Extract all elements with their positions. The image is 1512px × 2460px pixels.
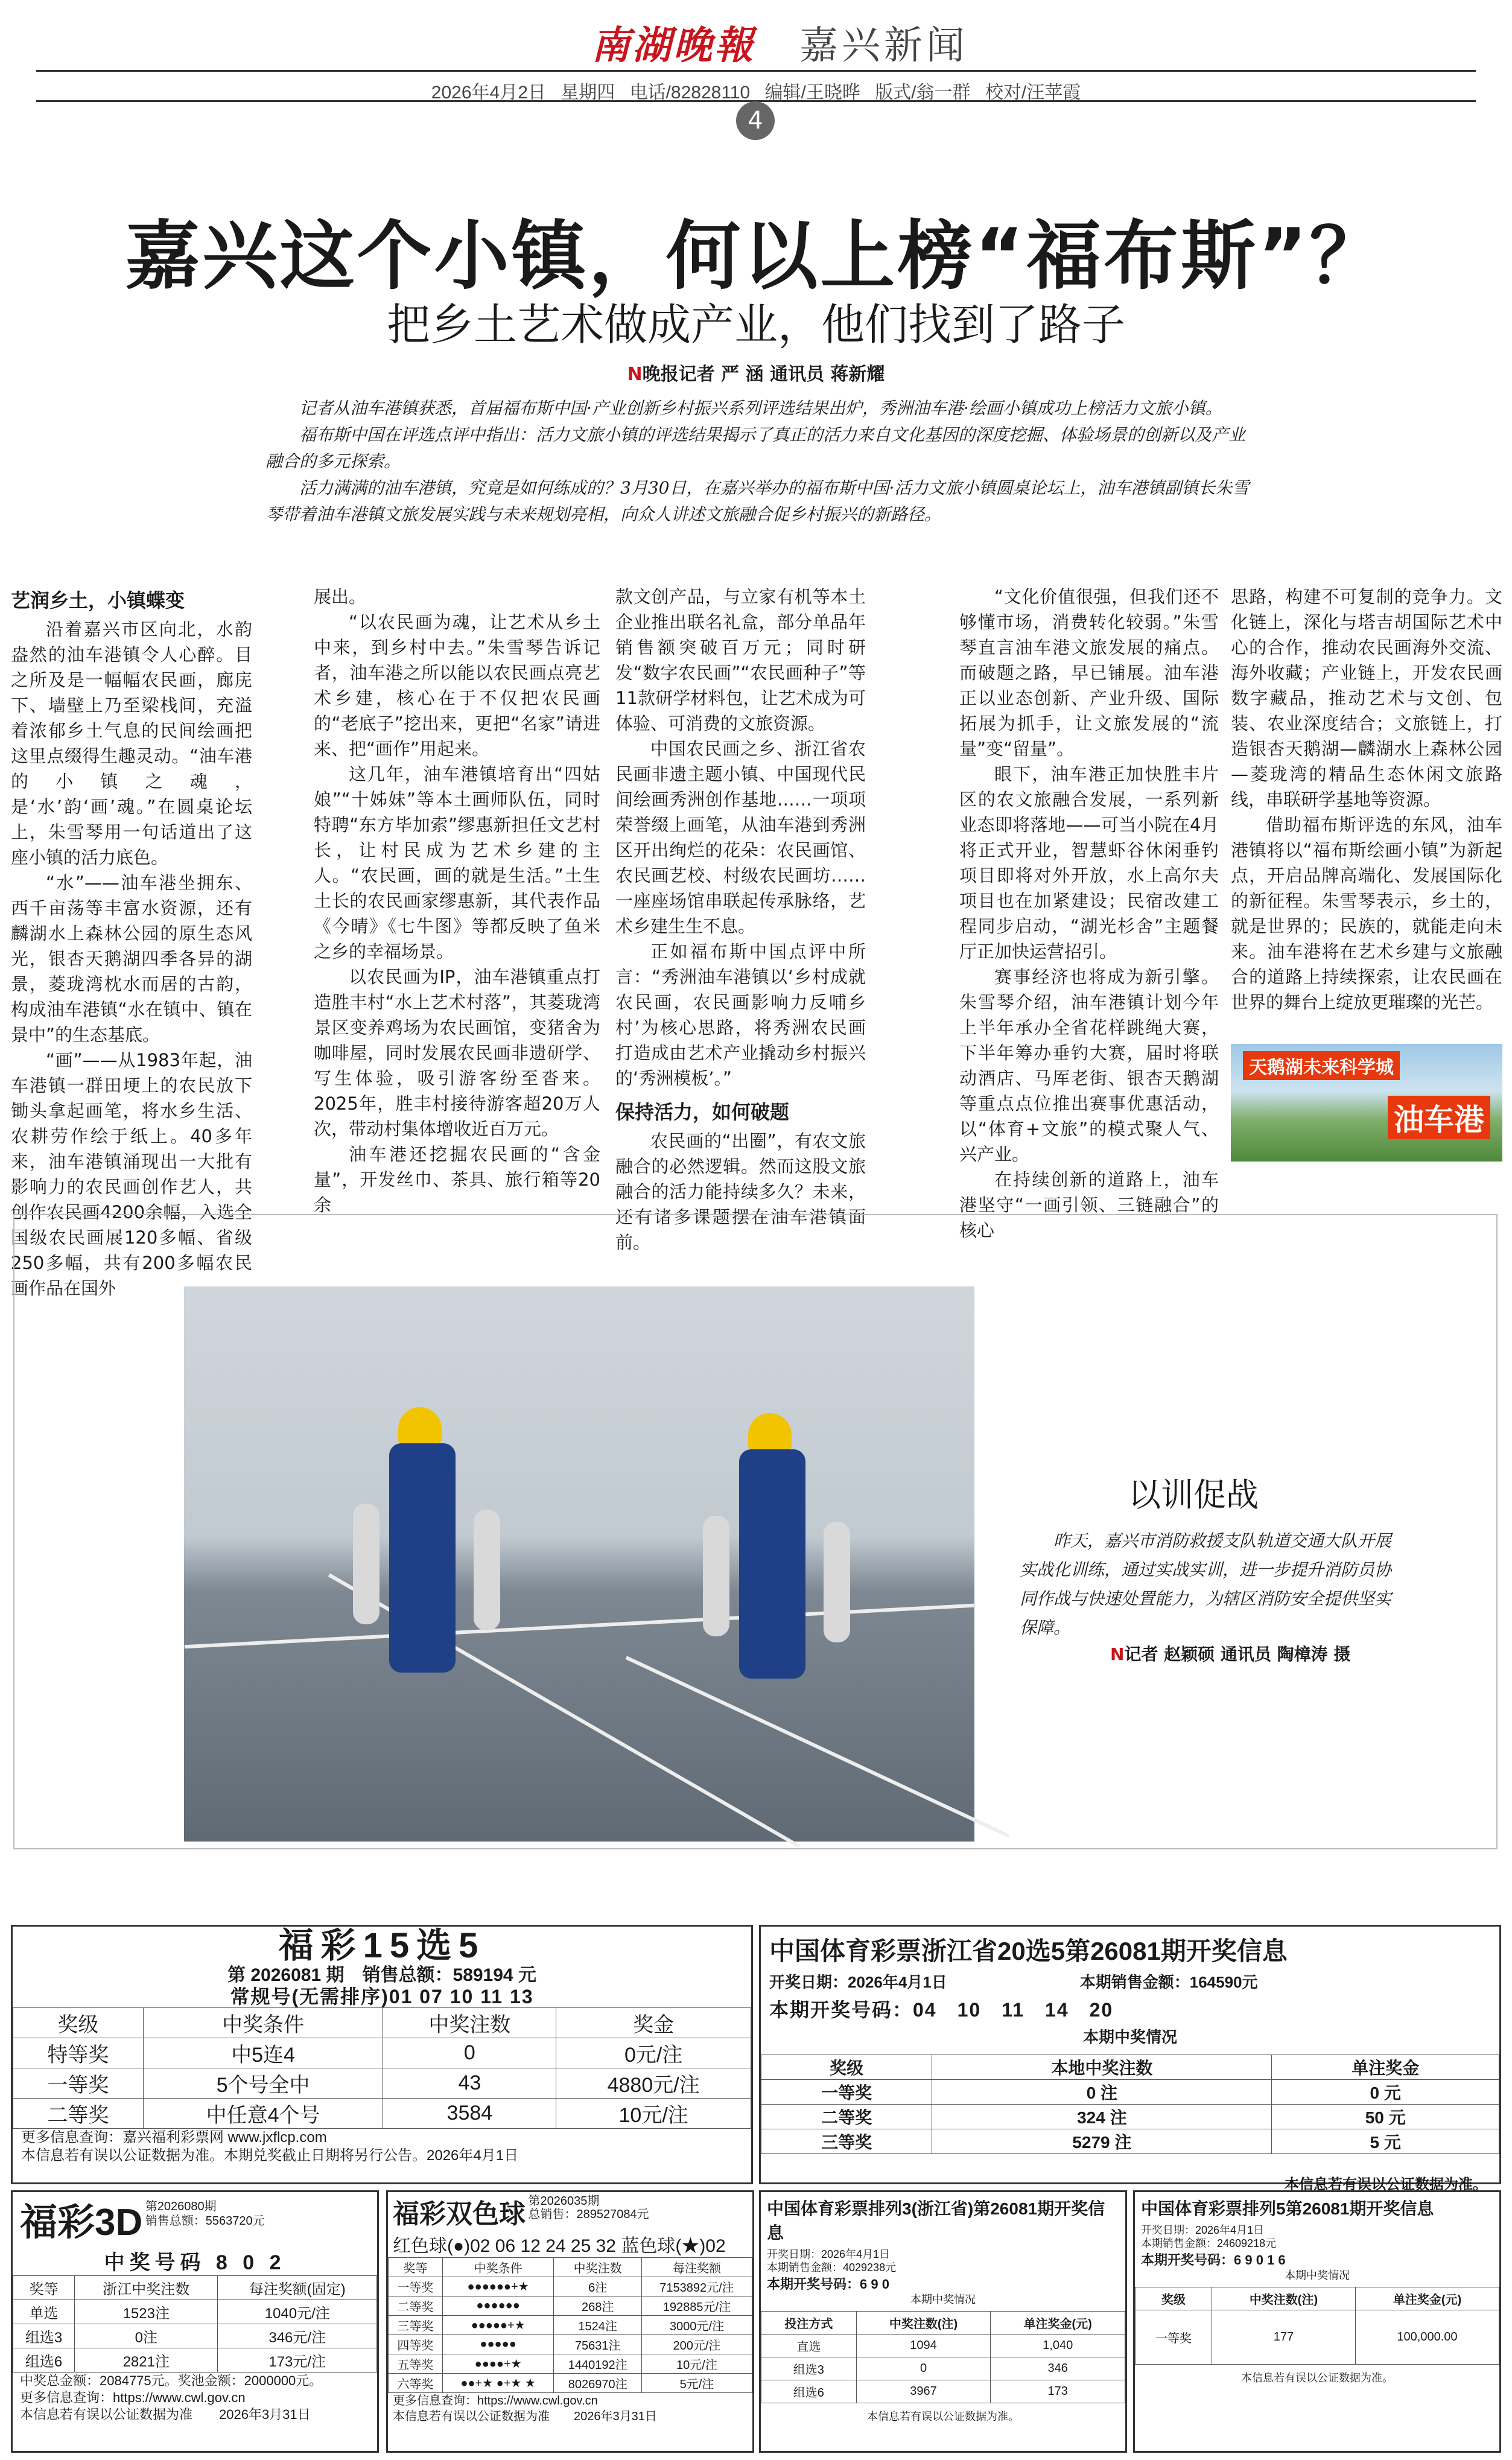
- table-cell: 0 元: [1272, 2080, 1499, 2105]
- lead-paragraph: 记者从油车港镇获悉，首届福布斯中国·产业创新乡村振兴系列评选结果出炉，秀洲油车港·绘画小镇成功上榜活力文旅小镇。: [299, 398, 1222, 418]
- lottery-numbers: 红色球(●)02 06 12 24 25 32 蓝色球(★)02: [393, 2236, 726, 2256]
- table-cell: ●●●●●: [442, 2335, 554, 2354]
- body-paragraph: 沿着嘉兴市区向北，水韵盎然的油车港镇令人心醉。目之所及是一幅幅农民画，廊庑下、墙壁上乃至梁栈间，充溢着浓郁乡土气息的民间绘画把这里点缀得生趣灵动。“油车港的小镇之魂，是‘水’韵‘画’魂。”在圆桌论坛上，朱雪琴用一句话道出了这座小镇的活力底色。: [11, 619, 252, 868]
- table-header: 中奖注数: [383, 2008, 556, 2038]
- table-cell: 0: [383, 2038, 556, 2068]
- table-header: 奖级: [761, 2055, 932, 2080]
- table-cell: 直选: [761, 2334, 857, 2357]
- promo-line-2: 油车港: [1388, 1096, 1490, 1139]
- uniform: [389, 1443, 456, 1673]
- table-cell: 二等奖: [389, 2296, 443, 2316]
- table-header: 奖金: [556, 2008, 751, 2038]
- table-cell: 5元/注: [641, 2374, 752, 2393]
- photo-caption: 昨天，嘉兴市消防救援支队轨道交通大队开展实战化训练，通过实战实训，进一步提升消防员协同作战与快速处置能力，为辖区消防安全提供坚实保障。: [1020, 1531, 1392, 1638]
- promo-line-1: 天鹅湖未来科学城: [1243, 1051, 1400, 1080]
- phone: 电话/82828110: [629, 83, 751, 103]
- table-cell: 173: [991, 2380, 1125, 2403]
- lottery-title: 福彩3D: [20, 2202, 143, 2243]
- table-cell: 0: [856, 2357, 991, 2380]
- body-paragraph: 油车港还挖掘农民画的“含金量”，开发丝巾、茶具、旅行箱等20余: [314, 1144, 600, 1215]
- prize-table: [13, 2275, 377, 2373]
- draw-date: 开奖日期：2026年4月1日: [1141, 2224, 1265, 2236]
- table-row: [761, 2129, 1499, 2154]
- firefighter-figure: [365, 1407, 486, 1709]
- hose-roll: [474, 1510, 500, 1630]
- lottery-numbers: 本期开奖号码：6 9 0 1 6: [1141, 2252, 1286, 2268]
- photo-credit: [1110, 1641, 1350, 1665]
- table-cell: 0 注: [932, 2080, 1272, 2105]
- draw-date: 开奖日期：2026年4月1日: [767, 2248, 891, 2260]
- lead-paragraph: 活力满满的油车港镇，究竟是如何练成的？3月30日，在嘉兴举办的福布斯中国·活力文旅小镇圆桌论坛上，油车港镇副镇长朱雪琴带着油车港镇文旅发展实践与未来规划亮相，向众人讲述文旅融合促乡村振兴的新路径。: [265, 478, 1250, 524]
- table-header: 单注奖金(元): [991, 2312, 1125, 2334]
- lottery-subtitle: 本期中奖情况: [910, 2293, 976, 2306]
- table-cell: 一等奖: [389, 2277, 443, 2296]
- table-cell: ●●●●+★: [442, 2354, 554, 2374]
- table-cell: 一等奖: [13, 2068, 144, 2099]
- section-heading: 艺润乡土，小镇蝶变: [11, 589, 185, 612]
- table-cell: 5279 注: [932, 2129, 1272, 2154]
- lottery-title: 中国体育彩票浙江省20选5第26081期开奖信息: [769, 1937, 1288, 1965]
- table-row: [389, 2374, 752, 2393]
- table-cell: 三等奖: [389, 2316, 443, 2335]
- body-paragraph: 展出。: [314, 586, 367, 607]
- table-row: [1136, 2310, 1499, 2365]
- table-row: [761, 2105, 1499, 2129]
- masthead: [36, 10, 1476, 103]
- table-cell: 43: [383, 2068, 556, 2099]
- table-cell: 5 元: [1272, 2129, 1499, 2154]
- sales-amount: 本期销售金额：164590元: [1079, 1973, 1258, 1991]
- table-cell: 二等奖: [761, 2105, 932, 2129]
- table-cell: 中5连4: [143, 2038, 383, 2068]
- table-row: [389, 2277, 752, 2296]
- table-header: 中奖注数: [554, 2258, 641, 2277]
- table-header: 奖级: [13, 2008, 144, 2038]
- lottery-subtitle: 本期中奖情况: [1285, 2269, 1350, 2281]
- n-logo-icon: N: [1110, 1644, 1125, 1664]
- table-cell: 1094: [856, 2334, 991, 2357]
- newspaper-logo: 南湖晚報: [591, 23, 755, 68]
- body-paragraph: “文化价值很强，但我们还不够懂市场，消费转化较弱。”朱雪琴直言油车港文旅发展的痛点。而破题之路，早已铺展。油车港正以业态创新、产业升级、国际拓展为抓手，让文旅发展的“流量”变“留量”。: [959, 586, 1219, 759]
- table-cell: 177: [1212, 2310, 1355, 2365]
- table-header: 投注方式: [761, 2312, 857, 2334]
- table-cell: 324 注: [932, 2105, 1272, 2129]
- table-header: 奖级: [1136, 2287, 1212, 2310]
- table-cell: 3967: [856, 2380, 991, 2403]
- lottery-note: 更多信息查询：https://www.cwl.gov.cn: [393, 2394, 598, 2408]
- article-column-5: [1231, 584, 1502, 1015]
- table-header: 每注奖额(固定): [218, 2276, 377, 2300]
- table-header: 中奖注数(注): [1212, 2287, 1355, 2310]
- table-header: 浙江中奖注数: [75, 2276, 218, 2300]
- table-header: 奖等: [389, 2258, 443, 2277]
- lead-paragraphs: [265, 395, 1255, 528]
- table-cell: 二等奖: [13, 2099, 144, 2129]
- lottery-numbers: 中奖号码 8 0 2: [104, 2251, 286, 2274]
- table-cell: 192885元/注: [641, 2296, 752, 2316]
- table-cell: 中任意4个号: [143, 2099, 383, 2129]
- lottery-title: 福彩15选5: [278, 1926, 486, 1965]
- byline-text: 晚报记者 严 涵 通讯员 蒋新耀: [642, 364, 885, 385]
- body-paragraph: “画”——从1983年起，油车港镇一群田埂上的农民放下锄头拿起画笔，将水乡生活、农耕劳作绘于纸上。40多年来，油车港镇涌现出一大批有影响力的农民画创作艺人，共创作农民画4200余幅，入选全国级农民画展120多幅、省级250多幅，共有200多幅农民画作品在国外: [11, 1050, 252, 1298]
- firefighter-figure: [709, 1413, 842, 1715]
- article-column-3: [615, 584, 866, 1255]
- table-cell: 3584: [383, 2099, 556, 2129]
- lottery-numbers: 常规号(无需排序)01 07 10 11 13: [230, 1986, 534, 2007]
- table-row: [761, 2080, 1499, 2105]
- table-row: [389, 2316, 752, 2335]
- table-header: 单注奖金(元): [1355, 2287, 1499, 2310]
- lottery-3d: [11, 2190, 379, 2453]
- issue-weekday: 星期四: [561, 83, 615, 103]
- table-cell: 6注: [554, 2277, 641, 2296]
- photo-title: 以训促战: [1128, 1476, 1259, 1514]
- draw-date: 开奖日期：2026年4月1日: [769, 1973, 947, 1991]
- body-paragraph: “水”——油车港坐拥东、西千亩荡等丰富水资源，还有麟湖水上森林公园的原生态风光，银杏天鹅湖四季各异的湖景，菱珑湾枕水而居的古韵，构成油车港镇“水在镇中、镇在景中”的生态基底。: [11, 872, 252, 1045]
- body-paragraph: 款文创产品，与立家有机等本土企业推出联名礼盒，部分单品年销售额突破百万元；同时研发“数字农民画”“农民画种子”等11款研学材料包，让艺术成为可体验、可消费的文旅资源。: [615, 586, 866, 734]
- body-paragraph: 中国农民画之乡、浙江省农民画非遗主题小镇、中国现代民间绘画秀洲创作基地……一项项荣誉缀上画笔，从油车港到秀洲区开出绚烂的花朵：农民画馆、农民画艺校、村级农民画坊……一座座场馆串联起传承脉络，艺术乡建生生不息。: [615, 739, 866, 936]
- table-cell: ●●●●●●+★: [442, 2277, 554, 2296]
- lottery-meta: 第 2026081 期 销售总额：589194 元: [227, 1965, 536, 1985]
- helmet-icon: [748, 1413, 792, 1449]
- lottery-numbers: 本期开奖号码：6 9 0: [767, 2277, 889, 2292]
- table-cell: 7153892元/注: [641, 2277, 752, 2296]
- table-cell: 三等奖: [761, 2129, 932, 2154]
- sales-amount: 本期销售金额：4029238元: [767, 2261, 897, 2274]
- section-title: 嘉兴新闻: [799, 24, 968, 68]
- sales-amount: 销售总额：5563720元: [145, 2214, 265, 2228]
- body-paragraph: 以农民画为IP，油车港镇重点打造胜丰村“水上艺术村落”，其菱珑湾景区变养鸡场为农民画馆，变猪舍为咖啡屋，同时发展农民画非遗研学、写生体验，吸引游客纷至沓来。2025年，胜丰村接待游客超20万人次，带动村集体增收近百万元。: [314, 967, 600, 1139]
- table-cell: 组选6: [761, 2380, 857, 2403]
- sales-amount: 本期销售金额：24609218元: [1141, 2237, 1277, 2249]
- table-cell: 268注: [554, 2296, 641, 2316]
- lottery-note: 本信息若有误以公证数据为准。本期兑奖截止日期将另行公告。2026年4月1日: [21, 2147, 519, 2164]
- lottery-note: 本信息若有误以公证数据为准。: [1241, 2372, 1393, 2384]
- body-paragraph: 正如福布斯中国点评中所言：“秀洲油车港镇以‘乡村成就农民画，农民画影响力反哺乡村’为核心思路，将秀洲农民画打造成由艺术产业撬动乡村振兴的‘秀洲模板’。”: [615, 941, 866, 1089]
- proof-credit: 校对/汪苹霞: [985, 83, 1081, 103]
- table-cell: 346元/注: [218, 2324, 377, 2348]
- table-cell: ●●+★ ●+★ ★: [442, 2374, 554, 2393]
- table-header: 中奖注数(注): [856, 2312, 991, 2334]
- table-row: [389, 2335, 752, 2354]
- table-row: [13, 2348, 377, 2373]
- body-paragraph: 在持续创新的道路上，油车港坚守“一画引领、三链融合”的核心: [959, 1169, 1219, 1241]
- prize-table: [1135, 2287, 1499, 2365]
- table-cell: 5个号全中: [143, 2068, 383, 2099]
- table-row: [389, 2296, 752, 2316]
- body-paragraph: 农民画的“出圈”，有农文旅融合的必然逻辑。然而这股文旅融合的活力能持续多久？未来，还有诸多课题摆在油车港镇面前。: [615, 1131, 866, 1253]
- table-cell: 1440192注: [554, 2354, 641, 2374]
- table-header: 中奖条件: [442, 2258, 554, 2277]
- lottery-p5: [1133, 2190, 1501, 2453]
- table-header: 单注奖金: [1272, 2055, 1499, 2080]
- lottery-meta: [761, 1968, 1499, 1995]
- table-cell: 173元/注: [218, 2348, 377, 2373]
- page-number: 4: [736, 101, 775, 140]
- body-paragraph: 赛事经济也将成为新引擎。朱雪琴介绍，油车港镇计划今年上半年承办全省花样跳绳大赛，下半年筹办垂钓大赛，届时将联动酒店、马厍老街、银杏天鹅湖等重点点位推出赛事优惠活动，以“体育+文旅”的模式聚人气、兴产业。: [959, 967, 1219, 1165]
- lottery-meta: [145, 2192, 265, 2228]
- table-cell: 一等奖: [1136, 2310, 1212, 2365]
- table-cell: 1524注: [554, 2316, 641, 2335]
- body-paragraph: 这几年，油车港镇培育出“四姑娘”“十姊妹”等本土画师队伍，同时特聘“东方毕加索”缪惠新担任文艺村长，让村民成为艺术乡建的主人。“农民画，画的就是生活。”土生土长的农民画家缪惠新，其代表作品《今晴》《七牛图》等都反映了鱼米之乡的幸福场景。: [314, 764, 600, 962]
- table-row: [761, 2380, 1125, 2403]
- hose-roll: [353, 1504, 380, 1624]
- table-row: [13, 2324, 377, 2348]
- table-cell: 3000元/注: [641, 2316, 752, 2335]
- table-cell: 0元/注: [556, 2038, 751, 2068]
- table-cell: 100,000.00: [1355, 2310, 1499, 2365]
- hose-roll: [824, 1522, 850, 1642]
- lottery-note: 本信息若有误以公证数据为准 2026年3月31日: [393, 2410, 657, 2423]
- subheadline: 把乡土艺术做成产业，他们找到了路子: [386, 299, 1125, 350]
- table-row: [13, 2099, 751, 2129]
- lottery-numbers: 本期开奖号码：04 10 11 14 20: [769, 1999, 1114, 2021]
- table-header: 本地中奖注数: [932, 2055, 1272, 2080]
- table-cell: 2821注: [75, 2348, 218, 2373]
- lottery-note: 中奖总金额：2084775元。奖池金额：2000000元。: [20, 2373, 323, 2388]
- table-row: [761, 2334, 1125, 2357]
- prize-table: [761, 2311, 1125, 2403]
- body-paragraph: 眼下，油车港正加快胜丰片区的农文旅融合发展，一系列新业态即将落地——可当小院在4月将正式开业，智慧虾谷休闲垂钓项目即将对外开放，水上高尔夫项目也在加紧建设；民宿改建工程同步启动，“湖光杉舍”主题餐厅正加快运营招引。: [959, 764, 1219, 962]
- body-paragraph: 思路，构建不可复制的竞争力。文化链上，深化与塔吉胡国际艺术中心的合作，推动农民画海外交流、海外收藏；产业链上，开发农民画数字藏品，推动艺术与文创、包装、农业深度结合；文旅链上，打造银杏天鹅湖—麟湖水上森林公园—菱珑湾的精品生态休闲文旅路线，串联研学基地等资源。: [1231, 586, 1502, 810]
- byline: [0, 359, 1512, 386]
- table-cell: 8026970注: [554, 2374, 641, 2393]
- firefighter-training-photo: [184, 1286, 974, 1842]
- table-cell: 1040元/注: [218, 2300, 377, 2324]
- table-cell: 组选3: [761, 2357, 857, 2380]
- table-row: [13, 2068, 751, 2099]
- body-paragraph: “以农民画为魂，让艺术从乡土中来，到乡村中去。”朱雪琴告诉记者，油车港之所以能以农民画点亮艺术乡建，核心在于不仅把农民画的“老底子”挖出来，更把“名家”请进来、把“画作”用起来。: [314, 612, 600, 759]
- table-cell: 四等奖: [389, 2335, 443, 2354]
- n-logo-icon: N: [627, 364, 643, 385]
- prize-table: [388, 2257, 752, 2393]
- lottery-subtitle: 本期中奖情况: [1082, 2028, 1177, 2046]
- masthead-rule: [36, 70, 1476, 72]
- issue-number: 第2026080期: [145, 2200, 217, 2213]
- lottery-note: 本信息若有误以公证数据为准 2026年3月31日: [20, 2407, 311, 2422]
- table-header: 奖等: [13, 2276, 75, 2300]
- table-row: [13, 2300, 377, 2324]
- table-cell: 75631注: [554, 2335, 641, 2354]
- lottery-title: 中国体育彩票排列5第26081期开奖信息: [1141, 2199, 1434, 2218]
- lottery-fc15: [11, 1925, 753, 2184]
- layout-credit: 版式/翁一群: [875, 83, 971, 103]
- lottery-p3: [759, 2190, 1127, 2453]
- editor: 编辑/王晓晔: [764, 83, 860, 103]
- issue-date: 2026年4月2日: [431, 83, 546, 103]
- lottery-note: 本信息若有误以公证数据为准。: [1285, 2176, 1487, 2193]
- table-row: [389, 2354, 752, 2374]
- promo-image: [1231, 1044, 1502, 1162]
- table-cell: 组选3: [13, 2324, 75, 2348]
- lottery-note: 更多信息查询：嘉兴福利彩票网 www.jxflcp.com: [21, 2129, 327, 2146]
- helmet-icon: [398, 1407, 442, 1443]
- road-marking: [185, 1604, 974, 1649]
- lottery-title: 中国体育彩票排列3(浙江省)第26081期开奖信息: [767, 2199, 1105, 2242]
- hose-roll: [703, 1516, 729, 1636]
- table-cell: ●●●●●+★: [442, 2316, 554, 2335]
- issue-number: 第2026035期: [528, 2195, 600, 2208]
- table-cell: 组选6: [13, 2348, 75, 2373]
- lottery-meta: [528, 2192, 649, 2221]
- table-cell: 10元/注: [641, 2354, 752, 2374]
- sales-amount: 总销售：289527084元: [528, 2208, 649, 2221]
- table-cell: 4880元/注: [556, 2068, 751, 2099]
- table-cell: 特等奖: [13, 2038, 144, 2068]
- table-cell: 单选: [13, 2300, 75, 2324]
- uniform: [739, 1449, 805, 1679]
- table-cell: 200元/注: [641, 2335, 752, 2354]
- lottery-note: 本信息若有误以公证数据为准。: [867, 2411, 1019, 2423]
- lottery-note: 更多信息查询：https://www.cwl.gov.cn: [20, 2390, 246, 2405]
- table-cell: 346: [991, 2357, 1125, 2380]
- table-cell: 五等奖: [389, 2354, 443, 2374]
- prize-table: [761, 2055, 1499, 2154]
- body-paragraph: 借助福布斯评选的东风，油车港镇将以“福布斯绘画小镇”为新起点，开启品牌高端化、发展国际化的新征程。朱雪琴表示，乡土的，就是世界的；民族的，就能走向未来。油车港将在艺术乡建与文旅融合的道路上持续探索，让农民画在世界的舞台上绽放更璀璨的光芒。: [1231, 815, 1502, 1012]
- headline: 嘉兴这个小镇，何以上榜“福布斯”？: [125, 213, 1387, 300]
- table-header: 中奖条件: [143, 2008, 383, 2038]
- table-row: [13, 2038, 751, 2068]
- table-row: [761, 2357, 1125, 2380]
- table-header: 每注奖额: [641, 2258, 752, 2277]
- lottery-tc20: [759, 1925, 1501, 2193]
- table-cell: 10元/注: [556, 2099, 751, 2129]
- lottery-ssq: [386, 2190, 754, 2453]
- table-cell: 1523注: [75, 2300, 218, 2324]
- table-cell: ●●●●●●: [442, 2296, 554, 2316]
- table-cell: 六等奖: [389, 2374, 443, 2393]
- prize-table: [13, 2007, 751, 2129]
- article-column-4: [959, 584, 1219, 1243]
- lottery-title: 福彩双色球: [393, 2199, 526, 2229]
- table-cell: 1,040: [991, 2334, 1125, 2357]
- article-column-1: [11, 584, 252, 1301]
- photo-credit-text: 记者 赵颖硕 通讯员 陶樟涛 摄: [1124, 1644, 1351, 1664]
- article-column-2: [314, 584, 600, 1218]
- table-cell: 0注: [75, 2324, 218, 2348]
- table-cell: 一等奖: [761, 2080, 932, 2105]
- lead-paragraph: 福布斯中国在评选点评中指出：活力文旅小镇的评选结果揭示了真正的活力来自文化基因的深度挖掘、体验场景的创新以及产业融合的多元探索。: [265, 425, 1246, 471]
- section-heading: 保持活力，如何破题: [615, 1101, 790, 1124]
- table-cell: 50 元: [1272, 2105, 1499, 2129]
